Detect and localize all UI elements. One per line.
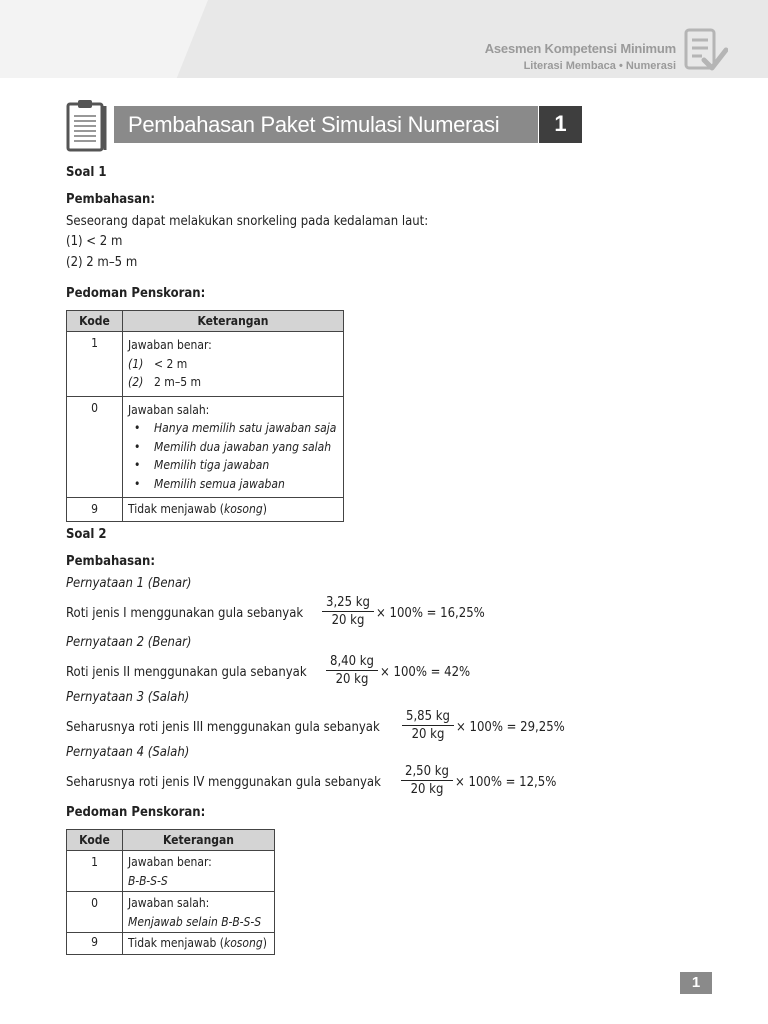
table-row	[67, 933, 275, 955]
statement-result: × 100% = 16,25%	[376, 606, 485, 621]
statement-text: Seharusnya roti jenis III menggunakan gula sebanyak	[66, 720, 380, 735]
table-header-kode: Kode	[67, 311, 123, 332]
keterangan-cell	[123, 892, 275, 933]
soal2-pedoman-label: Pedoman Penskoran:	[66, 805, 206, 820]
kode-cell: 0	[67, 396, 123, 498]
soal1-pedoman-label: Pedoman Penskoran:	[66, 286, 206, 301]
soal1-item-1: (1) < 2 m	[66, 234, 123, 249]
table-row	[67, 498, 344, 522]
fraction	[401, 764, 453, 797]
table-row	[67, 332, 344, 397]
cell-detail: Menjawab selain B-B-S-S	[128, 914, 262, 929]
keterangan-cell	[123, 851, 275, 892]
table-header-kode: Kode	[67, 830, 123, 851]
fraction	[326, 654, 378, 687]
kode-cell: 9	[67, 933, 123, 955]
statement-text: Roti jenis II menggunakan gula sebanyak	[66, 665, 307, 680]
clipboard-icon	[64, 98, 114, 152]
table-header-row	[67, 311, 344, 332]
keterangan-cell	[123, 332, 344, 397]
kode-cell: 9	[67, 498, 123, 522]
soal2-pembahasan-label: Pembahasan:	[66, 554, 156, 569]
cell-title: Jawaban salah:	[128, 896, 210, 910]
soal1-heading: Soal 1	[66, 165, 107, 180]
fraction-denominator: 20 kg	[331, 613, 365, 628]
statement-label: Pernyataan 3 (Salah)	[66, 690, 190, 705]
fraction-numerator: 3,25 kg	[322, 595, 374, 612]
table-header-keterangan: Keterangan	[123, 830, 275, 851]
fraction-denominator: 20 kg	[410, 782, 444, 797]
bullet-item: • Memilih semua jawaban	[134, 476, 285, 491]
statement-label: Pernyataan 2 (Benar)	[66, 635, 192, 650]
soal1-pembahasan-label: Pembahasan:	[66, 192, 156, 207]
keterangan-cell	[123, 396, 344, 498]
cell-line: (1) < 2 m	[128, 356, 188, 371]
bullet-item: • Memilih dua jawaban yang salah	[134, 439, 332, 454]
kode-cell: 1	[67, 851, 123, 892]
statement-text: Seharusnya roti jenis IV menggunakan gula sebanyak	[66, 775, 381, 790]
kode-cell: 0	[67, 892, 123, 933]
cell-title: Jawaban benar:	[128, 338, 212, 352]
fraction-numerator: 8,40 kg	[326, 654, 378, 671]
fraction-denominator: 20 kg	[411, 727, 445, 742]
soal2-heading: Soal 2	[66, 527, 107, 542]
table-header-keterangan: Keterangan	[123, 311, 344, 332]
header-subtitle: Literasi Membaca • Numerasi	[523, 60, 676, 72]
soal1-item-2: (2) 2 m–5 m	[66, 255, 138, 270]
page-title: Pembahasan Paket Simulasi Numerasi	[128, 112, 500, 137]
table-row	[67, 396, 344, 498]
soal2-scoring-table	[66, 829, 275, 955]
page-number: 1	[691, 974, 701, 991]
cell-title: Jawaban salah:	[128, 402, 210, 417]
keterangan-cell: Tidak menjawab (kosong)	[123, 933, 275, 955]
keterangan-cell: Tidak menjawab (kosong)	[123, 498, 344, 522]
table-row	[67, 892, 275, 933]
fraction-numerator: 5,85 kg	[402, 709, 454, 726]
bullet-item: • Memilih tiga jawaban	[134, 458, 270, 472]
header-title: Asesmen Kompetensi Minimum	[484, 41, 676, 56]
soal1-scoring-table	[66, 310, 344, 522]
fraction-denominator: 20 kg	[335, 672, 369, 687]
bullet-item: • Hanya memilih satu jawaban saja	[134, 421, 337, 435]
cell-title: Jawaban benar:	[128, 855, 212, 869]
kode-cell: 1	[67, 332, 123, 397]
statement-text: Roti jenis I menggunakan gula sebanyak	[66, 606, 304, 621]
soal1-intro: Seseorang dapat melakukan snorkeling pada kedalaman laut:	[66, 214, 429, 229]
title-number: 1	[554, 111, 567, 136]
checklist-icon	[684, 28, 728, 74]
header-accent	[0, 0, 208, 78]
fraction	[322, 595, 374, 628]
statement-result: × 100% = 42%	[380, 665, 471, 680]
table-header-row	[67, 830, 275, 851]
fraction-numerator: 2,50 kg	[401, 764, 453, 781]
table-row	[67, 851, 275, 892]
statement-result: × 100% = 12,5%	[455, 775, 557, 790]
fraction	[402, 709, 454, 742]
statement-result: × 100% = 29,25%	[456, 720, 565, 735]
statement-label: Pernyataan 1 (Benar)	[66, 576, 192, 591]
statement-label: Pernyataan 4 (Salah)	[66, 745, 190, 760]
cell-line: (2) 2 m–5 m	[128, 375, 202, 389]
cell-detail: B-B-S-S	[128, 873, 168, 888]
